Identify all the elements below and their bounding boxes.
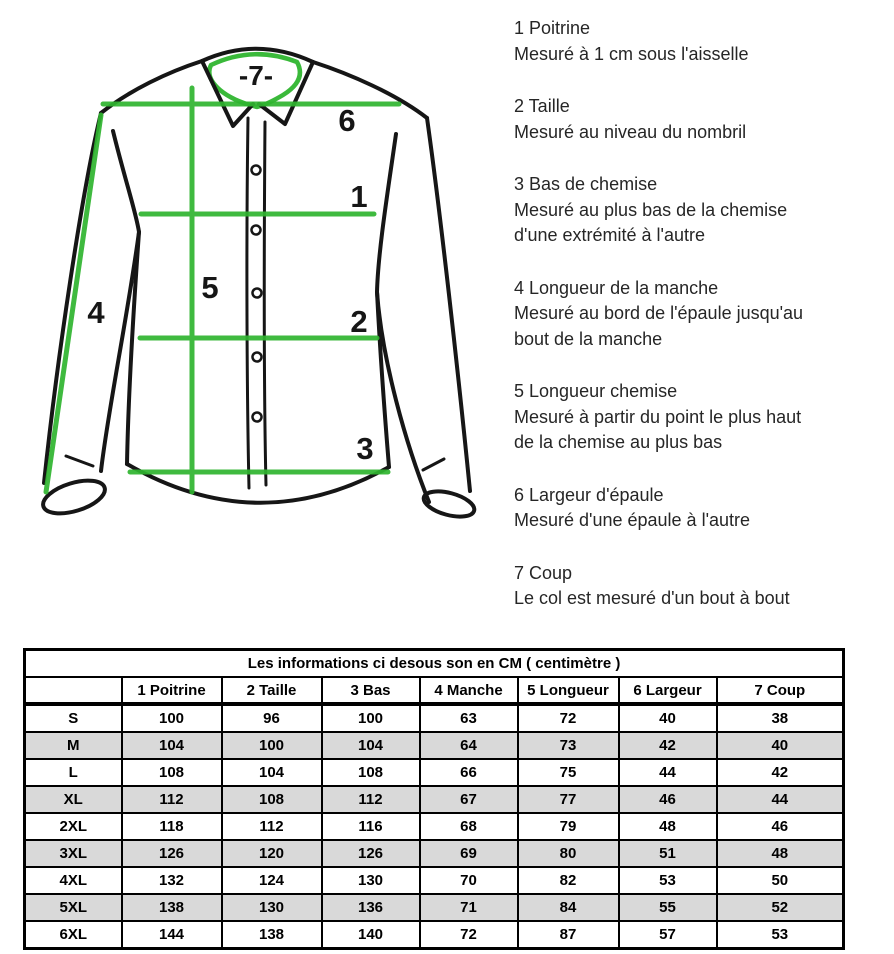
placket-right-line: [264, 122, 266, 485]
description-text: d'une extrémité à l'autre: [514, 225, 705, 245]
table-row-xl: [25, 786, 844, 813]
column-header-poitrine: 1 Poitrine: [122, 677, 222, 704]
description-title: 4 Longueur de la manche: [514, 277, 719, 298]
placket-left-line: [247, 118, 249, 488]
table-cell: 130: [222, 894, 322, 921]
table-cell: 104: [322, 732, 420, 759]
table-cell: 80: [518, 840, 619, 867]
table-cell: 138: [122, 894, 222, 921]
size-label: 4XL: [25, 867, 122, 894]
label-hem: 3: [356, 431, 374, 466]
description-text: Mesuré à 1 cm sous l'aisselle: [514, 43, 749, 64]
table-cell: 104: [122, 732, 222, 759]
description-title: 2 Taille: [514, 96, 570, 116]
buttons: [252, 166, 262, 422]
description-text: bout de la manche: [514, 328, 663, 349]
table-cell: 42: [717, 759, 844, 786]
table-cell: 84: [518, 894, 619, 921]
table-cell: 112: [222, 813, 322, 840]
table-cell: 66: [420, 759, 518, 786]
size-label: 6XL: [25, 921, 122, 949]
table-cell: 130: [322, 867, 420, 894]
table-cell: 68: [420, 813, 518, 840]
description-title: 1 Poitrine: [514, 18, 591, 38]
table-cell: 87: [518, 921, 619, 949]
right-cuff-seam: [423, 459, 444, 470]
description-shoulder: [514, 483, 886, 534]
table-cell: 73: [518, 732, 619, 759]
column-header-bas: 3 Bas: [322, 677, 420, 704]
table-cell: 126: [322, 840, 420, 867]
table-cell: 48: [619, 813, 717, 840]
table-cell: 71: [420, 894, 518, 921]
table-cell: 50: [717, 867, 844, 894]
description-sleeve: [514, 276, 886, 353]
column-header-size: [25, 677, 122, 704]
description-text: Mesuré au plus bas de la chemise: [514, 199, 788, 220]
size-table: [23, 648, 845, 950]
label-waist: 2: [350, 304, 368, 339]
table-row-4xl: [25, 867, 844, 894]
description-title: 7 Coup: [514, 562, 573, 583]
table-cell: 96: [222, 704, 322, 732]
table-cell: 44: [619, 759, 717, 786]
table-cell: 72: [518, 704, 619, 732]
shirt-measurement-diagram: [0, 0, 480, 545]
button: [253, 413, 262, 422]
button: [252, 166, 261, 175]
table-cell: 124: [222, 867, 322, 894]
table-cell: 100: [322, 704, 420, 732]
table-cell: 64: [420, 732, 518, 759]
label-length: 5: [201, 270, 219, 305]
table-cell: 136: [322, 894, 420, 921]
right-underarm: [377, 134, 396, 292]
button: [252, 226, 261, 235]
column-header-longueur: 5 Longueur: [518, 677, 619, 704]
description-text: Le col est mesuré d'un bout à bout: [514, 588, 790, 608]
size-label: XL: [25, 786, 122, 813]
label-collar: -7-: [238, 60, 274, 91]
description-title: 3 Bas de chemise: [514, 174, 658, 194]
description-collar: [514, 561, 886, 612]
size-label: 3XL: [25, 840, 122, 867]
table-cell: 69: [420, 840, 518, 867]
left-cuff-seam: [66, 456, 93, 466]
table-header-row: [25, 677, 844, 704]
table-cell: 126: [122, 840, 222, 867]
table-cell: 40: [619, 704, 717, 732]
description-text: Mesuré au bord de l'épaule jusqu'au: [514, 303, 804, 323]
shirt-outline: [39, 49, 477, 522]
left-underarm: [113, 131, 139, 232]
table-cell: 55: [619, 894, 717, 921]
table-cell: 132: [122, 867, 222, 894]
table-cell: 82: [518, 867, 619, 894]
size-table-section: [23, 648, 842, 950]
description-text: Mesuré d'une épaule à l'autre: [514, 510, 751, 530]
table-cell: 144: [122, 921, 222, 949]
table-cell: 104: [222, 759, 322, 786]
measurement-lines: [46, 88, 399, 492]
table-cell: 118: [122, 813, 222, 840]
column-header-manche: 4 Manche: [420, 677, 518, 704]
table-row-s: [25, 704, 844, 732]
table-row-l: [25, 759, 844, 786]
description-waist: [514, 94, 886, 145]
column-header-taille: 2 Taille: [222, 677, 322, 704]
description-title: 5 Longueur chemise: [514, 381, 678, 401]
table-cell: 100: [222, 732, 322, 759]
table-cell: 72: [420, 921, 518, 949]
table-cell: 52: [717, 894, 844, 921]
measure-descriptions: [514, 16, 886, 639]
table-cell: 108: [122, 759, 222, 786]
table-title-row: [25, 650, 844, 678]
table-cell: 40: [717, 732, 844, 759]
table-cell: 53: [717, 921, 844, 949]
table-cell: 108: [222, 786, 322, 813]
table-cell: 42: [619, 732, 717, 759]
table-row-5xl: [25, 894, 844, 921]
table-title: Les informations ci desous son en CM ( centimètre ): [25, 650, 844, 678]
table-cell: 120: [222, 840, 322, 867]
table-cell: 140: [322, 921, 420, 949]
size-label: M: [25, 732, 122, 759]
button: [253, 289, 262, 298]
table-cell: 75: [518, 759, 619, 786]
right-sleeve-outer: [427, 118, 470, 491]
label-shoulder: 6: [338, 103, 356, 138]
description-text: Mesuré à partir du point le plus haut: [514, 406, 802, 427]
size-label: 5XL: [25, 894, 122, 921]
size-label: L: [25, 759, 122, 786]
size-label: S: [25, 704, 122, 732]
table-cell: 100: [122, 704, 222, 732]
table-row-6xl: [25, 921, 844, 949]
table-cell: 46: [619, 786, 717, 813]
table-cell: 112: [322, 786, 420, 813]
table-cell: 57: [619, 921, 717, 949]
table-cell: 70: [420, 867, 518, 894]
table-cell: 79: [518, 813, 619, 840]
description-text: Mesuré au niveau du nombril: [514, 121, 747, 142]
table-cell: 44: [717, 786, 844, 813]
label-sleeve: 4: [87, 295, 105, 330]
description-hem: [514, 172, 886, 249]
table-cell: 51: [619, 840, 717, 867]
column-header-largeur: 6 Largeur: [619, 677, 717, 704]
description-text: de la chemise au plus bas: [514, 432, 723, 452]
table-row-3xl: [25, 840, 844, 867]
column-header-coup: 7 Coup: [717, 677, 844, 704]
table-cell: 67: [420, 786, 518, 813]
description-chest: [514, 16, 886, 67]
table-cell: 116: [322, 813, 420, 840]
table-cell: 48: [717, 840, 844, 867]
table-cell: 112: [122, 786, 222, 813]
size-label: 2XL: [25, 813, 122, 840]
table-cell: 77: [518, 786, 619, 813]
table-cell: 138: [222, 921, 322, 949]
description-length: [514, 379, 886, 456]
button: [253, 353, 262, 362]
table-row-2xl: [25, 813, 844, 840]
table-cell: 63: [420, 704, 518, 732]
right-shoulder: [313, 62, 427, 118]
table-cell: 108: [322, 759, 420, 786]
table-cell: 38: [717, 704, 844, 732]
table-row-m: [25, 732, 844, 759]
table-cell: 53: [619, 867, 717, 894]
table-cell: 46: [717, 813, 844, 840]
label-chest: 1: [350, 179, 368, 214]
description-title: 6 Largeur d'épaule: [514, 484, 664, 505]
